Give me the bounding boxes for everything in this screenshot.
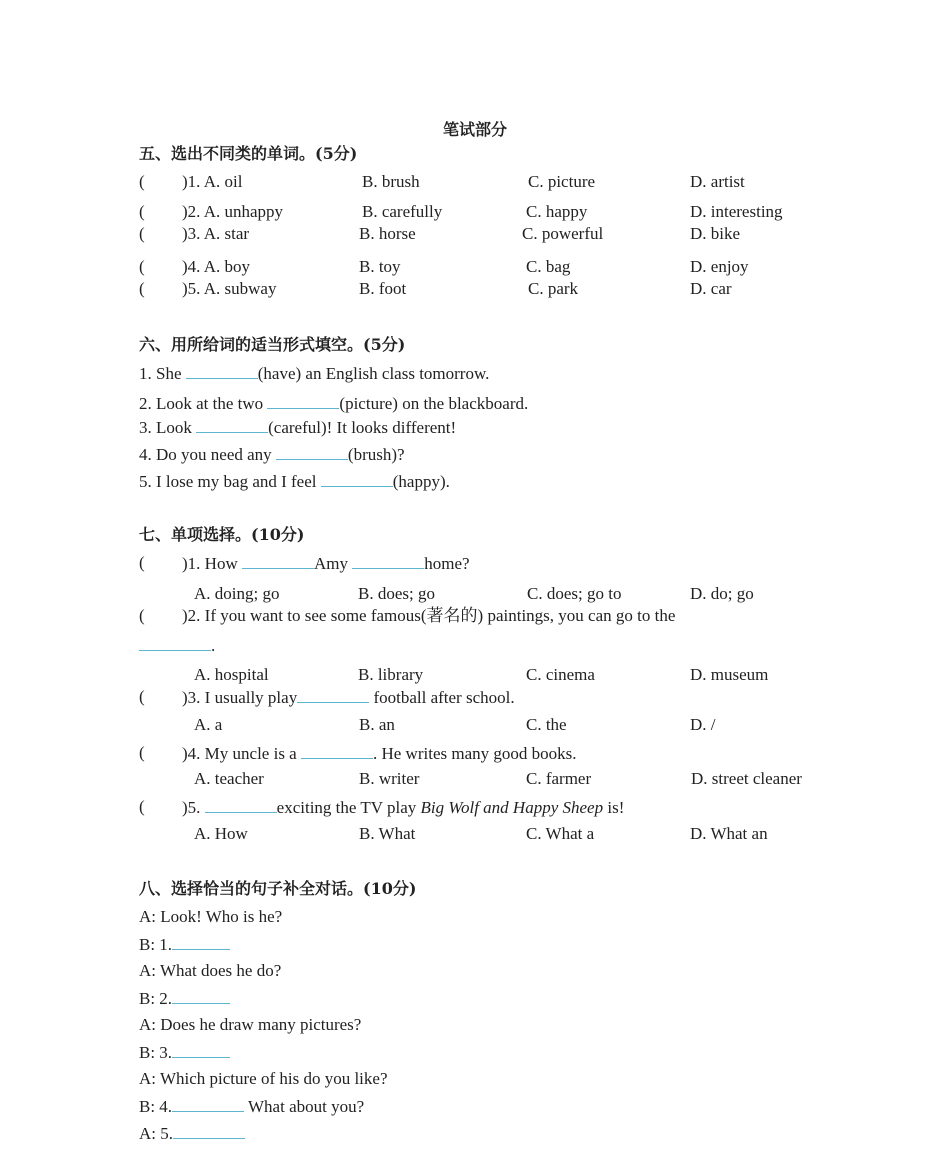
- line-text: A: 5.: [139, 1124, 173, 1143]
- option-b: B. library: [358, 665, 424, 684]
- option-b: B. horse: [359, 224, 416, 243]
- dialogue-line: [139, 934, 230, 955]
- section-8-heading: 八、选择恰当的句子补全对话。(10分): [139, 879, 417, 898]
- item-hint: (happy).: [392, 472, 450, 491]
- fill-item-1: [139, 363, 489, 384]
- paren: (: [139, 553, 145, 572]
- option-d: D. do; go: [690, 584, 754, 603]
- option-b: B. What: [359, 824, 416, 843]
- option-a: A. teacher: [194, 769, 264, 788]
- option-d: D. museum: [690, 665, 769, 684]
- dialogue-line: A: Which picture of his do you like?: [139, 1069, 388, 1088]
- question-4: [182, 743, 577, 764]
- option-d: D. interesting: [690, 202, 783, 221]
- option-d: D. bike: [690, 224, 741, 243]
- answer-blank[interactable]: [301, 743, 373, 759]
- answer-blank[interactable]: [205, 797, 277, 813]
- item-text: 2. Look at the two: [139, 394, 268, 413]
- option-d: D. /: [690, 715, 716, 734]
- option-a: )3. A. star: [182, 224, 250, 243]
- play-title: Big Wolf and Happy Sheep: [420, 798, 604, 817]
- dialogue-line: [139, 1096, 364, 1117]
- question-text: .: [211, 636, 216, 655]
- dialogue-line: [139, 1042, 230, 1063]
- dialogue-line: A: Look! Who is he?: [139, 907, 283, 926]
- line-text: B: 3.: [139, 1043, 173, 1062]
- line-text: B: 4.: [139, 1097, 173, 1116]
- option-c: C. park: [528, 279, 579, 298]
- section-7-heading: 七、单项选择。(10分): [139, 525, 305, 544]
- answer-blank[interactable]: [297, 687, 369, 703]
- dialogue-line: [139, 1123, 245, 1144]
- paren: (: [139, 687, 145, 706]
- answer-blank[interactable]: [172, 1096, 244, 1112]
- option-a: A. doing; go: [194, 584, 280, 603]
- item-hint: (have) an English class tomorrow.: [257, 364, 490, 383]
- question-text: is!: [603, 798, 625, 817]
- option-d: D. artist: [690, 172, 745, 191]
- option-c: C. picture: [528, 172, 596, 191]
- answer-blank[interactable]: [352, 553, 424, 569]
- question-text: )1. How: [182, 554, 242, 573]
- item-hint: (picture) on the blackboard.: [339, 394, 529, 413]
- option-c: C. What a: [526, 824, 595, 843]
- option-d: D. enjoy: [690, 257, 749, 276]
- question-text: home?: [424, 554, 470, 573]
- item-text: 5. I lose my bag and I feel: [139, 472, 321, 491]
- question-2-blank-line: [139, 635, 215, 656]
- line-text: B: 2.: [139, 989, 173, 1008]
- paren: (: [139, 606, 145, 625]
- answer-blank[interactable]: [242, 553, 314, 569]
- option-c: C. the: [526, 715, 567, 734]
- option-c: C. bag: [526, 257, 571, 276]
- option-c: C. does; go to: [527, 584, 622, 603]
- question-text: football after school.: [369, 688, 515, 707]
- paren: (: [139, 257, 145, 276]
- option-d: D. What an: [690, 824, 768, 843]
- option-a: )5. A. subway: [182, 279, 277, 298]
- option-a: A. How: [194, 824, 248, 843]
- question-5: [182, 797, 624, 818]
- dialogue-line: A: What does he do?: [139, 961, 282, 980]
- option-a: )2. A. unhappy: [182, 202, 284, 221]
- fill-item-4: [139, 444, 405, 465]
- line-text: What about you?: [244, 1097, 365, 1116]
- answer-blank[interactable]: [267, 393, 339, 409]
- item-text: 1. She: [139, 364, 186, 383]
- option-b: B. writer: [359, 769, 420, 788]
- question-text: )4. My uncle is a: [182, 744, 301, 763]
- answer-blank[interactable]: [172, 988, 230, 1004]
- line-text: B: 1.: [139, 935, 173, 954]
- dialogue-line: [139, 988, 230, 1009]
- option-b: B. carefully: [362, 202, 443, 221]
- fill-item-5: [139, 471, 450, 492]
- answer-blank[interactable]: [172, 1042, 230, 1058]
- option-c: C. happy: [526, 202, 588, 221]
- option-b: B. does; go: [358, 584, 435, 603]
- section-6-heading: 六、用所给词的适当形式填空。(5分): [139, 335, 406, 354]
- option-d: D. car: [690, 279, 732, 298]
- answer-blank[interactable]: [276, 444, 348, 460]
- answer-blank[interactable]: [173, 1123, 245, 1139]
- option-b: B. brush: [362, 172, 420, 191]
- paren: (: [139, 279, 145, 298]
- paren: (: [139, 743, 145, 762]
- fill-item-3: [139, 417, 456, 438]
- paren: (: [139, 202, 145, 221]
- option-a: A. a: [194, 715, 223, 734]
- item-text: 4. Do you need any: [139, 445, 276, 464]
- answer-blank[interactable]: [172, 934, 230, 950]
- question-2: )2. If you want to see some famous(著名的) paintings, you can go to the: [182, 606, 676, 625]
- option-d: D. street cleaner: [691, 769, 802, 788]
- paren: (: [139, 172, 145, 191]
- dialogue-line: A: Does he draw many pictures?: [139, 1015, 362, 1034]
- page-title: 笔试部分: [442, 120, 507, 139]
- option-c: C. powerful: [522, 224, 604, 243]
- option-a: )1. A. oil: [182, 172, 243, 191]
- question-text: exciting the TV play: [276, 798, 421, 817]
- option-b: B. an: [359, 715, 395, 734]
- question-text: )5.: [182, 798, 205, 817]
- option-a: )4. A. boy: [182, 257, 250, 276]
- fill-item-2: [139, 393, 528, 414]
- paren: (: [139, 797, 145, 816]
- option-b: B. foot: [359, 279, 407, 298]
- item-hint: (careful)! It looks different!: [268, 418, 457, 437]
- paren: (: [139, 224, 145, 243]
- question-text: Amy: [313, 554, 353, 573]
- item-hint: (brush)?: [347, 445, 405, 464]
- item-text: 3. Look: [139, 418, 197, 437]
- question-3: [182, 687, 515, 708]
- section-5-heading: 五、选出不同类的单词。(5分): [139, 144, 358, 163]
- option-c: C. farmer: [526, 769, 592, 788]
- question-text: . He writes many good books.: [372, 744, 577, 763]
- answer-blank[interactable]: [196, 417, 268, 433]
- option-b: B. toy: [359, 257, 401, 276]
- option-a: A. hospital: [194, 665, 269, 684]
- answer-blank[interactable]: [139, 635, 211, 651]
- question-text: )3. I usually play: [182, 688, 298, 707]
- option-c: C. cinema: [526, 665, 595, 684]
- answer-blank[interactable]: [186, 363, 258, 379]
- answer-blank[interactable]: [321, 471, 393, 487]
- question-1: [182, 553, 470, 574]
